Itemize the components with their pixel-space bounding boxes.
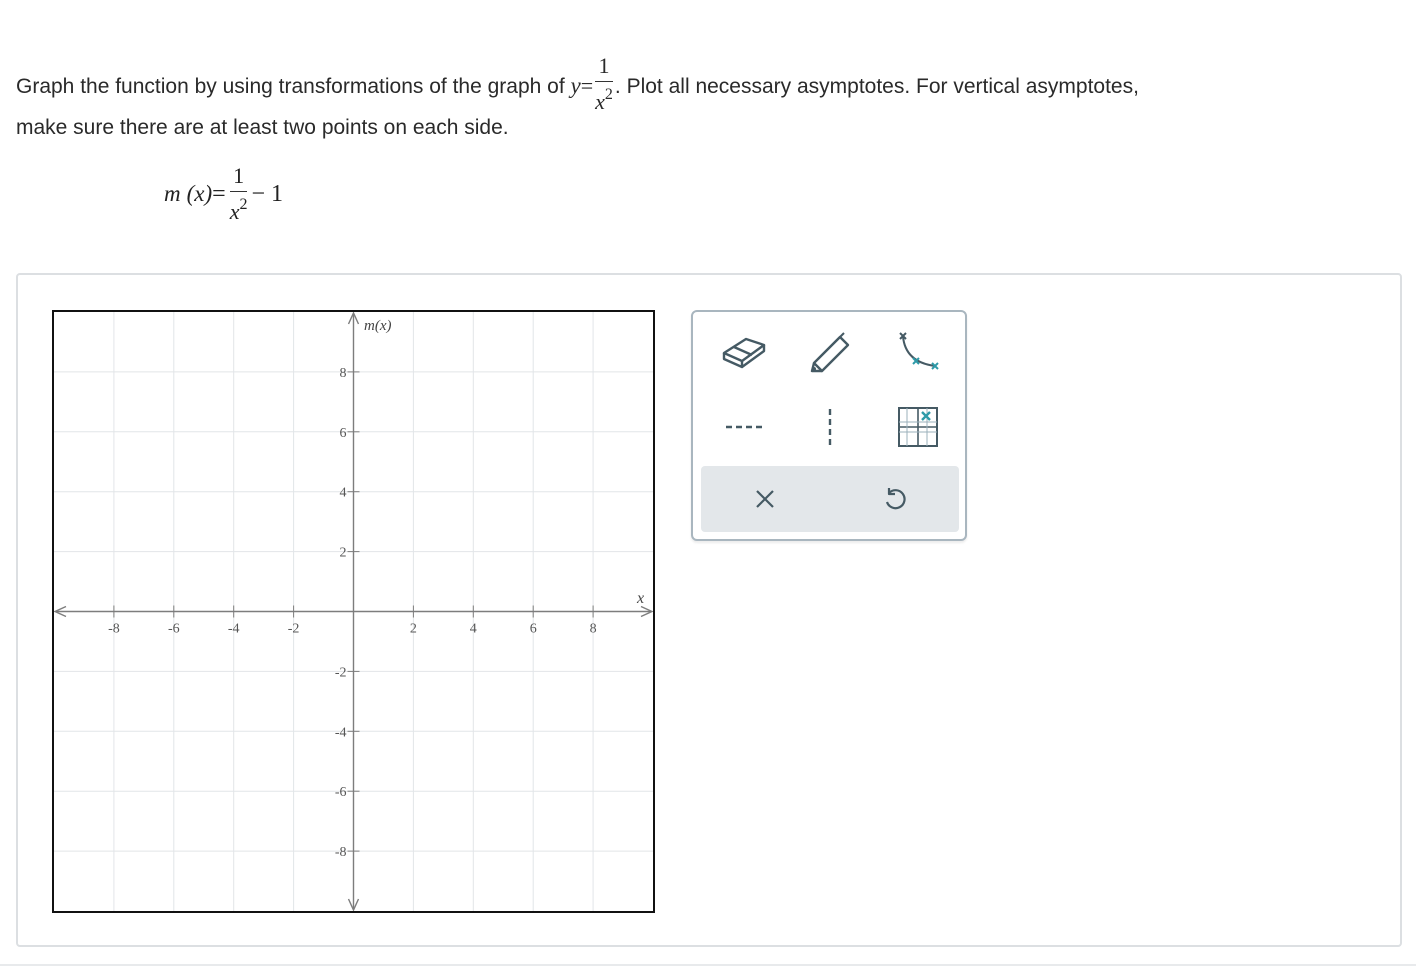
- pencil-icon: [806, 329, 854, 373]
- y-tick-label: 6: [339, 425, 347, 441]
- horizontal-asymptote-icon: [720, 412, 768, 442]
- clear-button[interactable]: [735, 474, 795, 524]
- action-bar: [701, 466, 959, 532]
- undo-button[interactable]: [865, 474, 925, 524]
- horizontal-asymptote-tool[interactable]: [709, 402, 779, 452]
- x-tick-label: 4: [469, 621, 477, 637]
- function-fraction-numerator: 1: [233, 163, 245, 188]
- curve-icon: [893, 328, 943, 374]
- x-tick-label: 8: [589, 621, 597, 637]
- grid-point-tool[interactable]: [883, 402, 953, 452]
- prompt-equals: =: [580, 73, 594, 99]
- prompt-rest: . Plot all necessary asymptotes. For vertical asymptotes,: [614, 75, 1139, 99]
- graph-canvas[interactable]: [52, 310, 655, 913]
- function-equals: =: [212, 181, 226, 208]
- function-fraction-denominator: $x^2$: [229, 196, 248, 224]
- eraser-icon: [720, 331, 768, 371]
- curve-tool[interactable]: [883, 326, 953, 376]
- prompt-fraction-bar: [595, 81, 613, 82]
- y-tick-label: -2: [334, 665, 347, 681]
- bottom-divider: [0, 964, 1416, 966]
- y-tick-label: -6: [334, 785, 347, 801]
- y-tick-label: -8: [334, 845, 347, 861]
- y-tick-label: -4: [334, 725, 347, 741]
- x-tick-label: -8: [108, 621, 120, 637]
- prompt-line-1: [16, 53, 1139, 117]
- y-tick-label: 2: [339, 545, 347, 561]
- x-tick-label: -6: [167, 621, 180, 637]
- prompt-intro: Graph the function by using transformations of the graph of: [16, 75, 571, 99]
- x-axis-label: x: [637, 590, 645, 607]
- function-name: m: [164, 181, 181, 207]
- y-tick-label: 8: [339, 365, 347, 381]
- grid-point-icon: [895, 404, 941, 450]
- x-tick-label: -4: [227, 621, 240, 637]
- x-tick-label: -2: [287, 621, 300, 637]
- pencil-tool[interactable]: [795, 326, 865, 376]
- prompt-line-2: make sure there are at least two points on each side.: [16, 116, 509, 139]
- x-tick-label: 2: [409, 621, 417, 637]
- prompt-fraction-numerator: 1: [598, 53, 610, 78]
- y-tick-label: 4: [339, 485, 347, 501]
- drawing-toolbox: [691, 310, 967, 541]
- eraser-tool[interactable]: [709, 326, 779, 376]
- function-definition: [164, 163, 284, 225]
- vertical-asymptote-tool[interactable]: [795, 402, 865, 452]
- vertical-asymptote-icon: [815, 405, 845, 449]
- undo-icon: [881, 485, 909, 513]
- prompt-fraction-denominator: $x^2$: [595, 86, 613, 114]
- function-constant: − 1: [251, 181, 284, 208]
- function-arg: (x): [186, 181, 213, 207]
- function-fraction: [230, 164, 248, 223]
- y-axis-label: m(x): [364, 318, 392, 334]
- prompt-fraction: [595, 54, 613, 113]
- x-tick-label: 6: [529, 621, 537, 637]
- prompt-y-var: y: [570, 73, 581, 99]
- clear-icon: [752, 486, 778, 512]
- function-fraction-bar: [230, 191, 248, 192]
